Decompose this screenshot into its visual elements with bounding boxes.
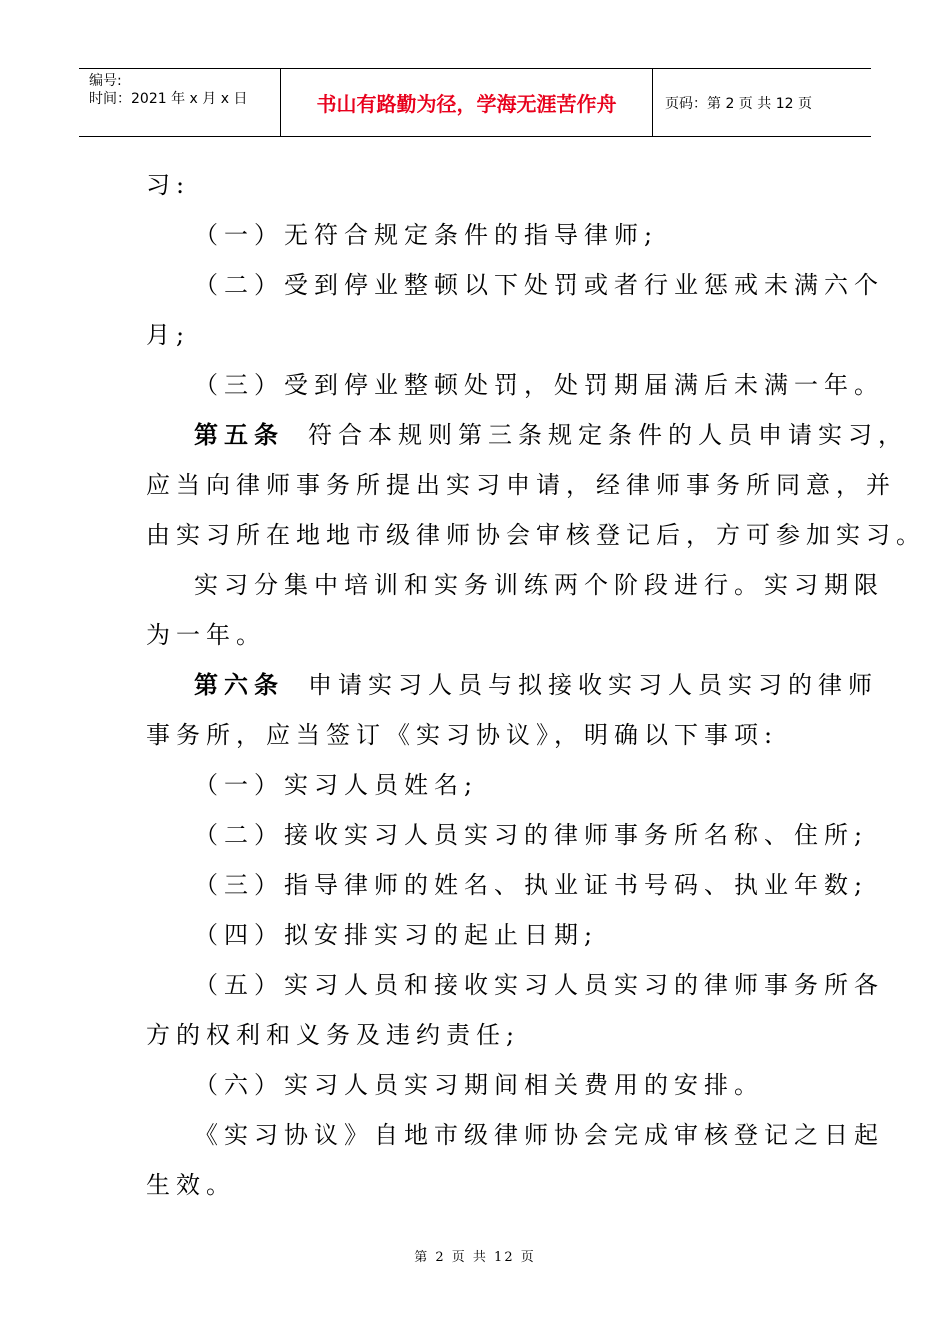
article-line (194, 670, 878, 700)
header-page-info: 页码：第 2 页 共 12 页 (665, 95, 812, 112)
paragraph-line: 应当向律师事务所提出实习申请，经律师事务所同意，并 (146, 471, 896, 499)
paragraph-line: 方的权利和义务及违约责任; (146, 1021, 521, 1049)
document-header (79, 68, 871, 137)
paragraph-line: 习: (146, 171, 191, 199)
paragraph-line: （二）接收实习人员实习的律师事务所名称、住所; (194, 821, 869, 849)
paragraph-line: 《实习协议》自地市级律师协会完成审核登记之日起 (194, 1121, 884, 1149)
paragraph-line: （六）实习人员实习期间相关费用的安排。 (194, 1071, 764, 1099)
paragraph-line: （三）指导律师的姓名、执业证书号码、执业年数; (194, 871, 869, 899)
paragraph-line: （二）受到停业整顿以下处罚或者行业惩戒未满六个 (194, 271, 884, 299)
page-footer: 第 2 页 共 12 页 (414, 1250, 536, 1265)
paragraph-line: 为一年。 (146, 621, 266, 649)
header-meta (79, 69, 281, 136)
paragraph-line: （一）无符合规定条件的指导律师; (194, 221, 659, 249)
paragraph-line: （四）拟安排实习的起止日期; (194, 921, 599, 949)
paragraph-line: 实习分集中培训和实务训练两个阶段进行。实习期限 (194, 571, 884, 599)
article-heading: 第五条 (194, 420, 284, 449)
paragraph-line: 生效。 (146, 1171, 236, 1199)
paragraph-line: 事务所，应当签订《实习协议》，明确以下事项: (146, 721, 779, 749)
paragraph-line: 月; (146, 321, 191, 349)
article-text: 申请实习人员与拟接收实习人员实习的律师 (308, 671, 878, 699)
paragraph-line: （一）实习人员姓名; (194, 771, 479, 799)
time-label: 时间：2021 年 x 月 x 日 (89, 91, 248, 107)
paragraph-line: （三）受到停业整顿处罚，处罚期届满后未满一年。 (194, 371, 884, 399)
article-heading: 第六条 (194, 670, 284, 699)
article-text: 符合本规则第三条规定条件的人员申请实习， (308, 421, 908, 449)
paragraph-line: 由实习所在地地市级律师协会审核登记后，方可参加实习。 (146, 521, 926, 549)
article-line (194, 420, 908, 450)
number-label: 编号: (89, 73, 122, 89)
paragraph-line: （五）实习人员和接收实习人员实习的律师事务所各 (194, 971, 884, 999)
header-motto: 书山有路勤为径，学海无涯苦作舟 (281, 69, 653, 136)
